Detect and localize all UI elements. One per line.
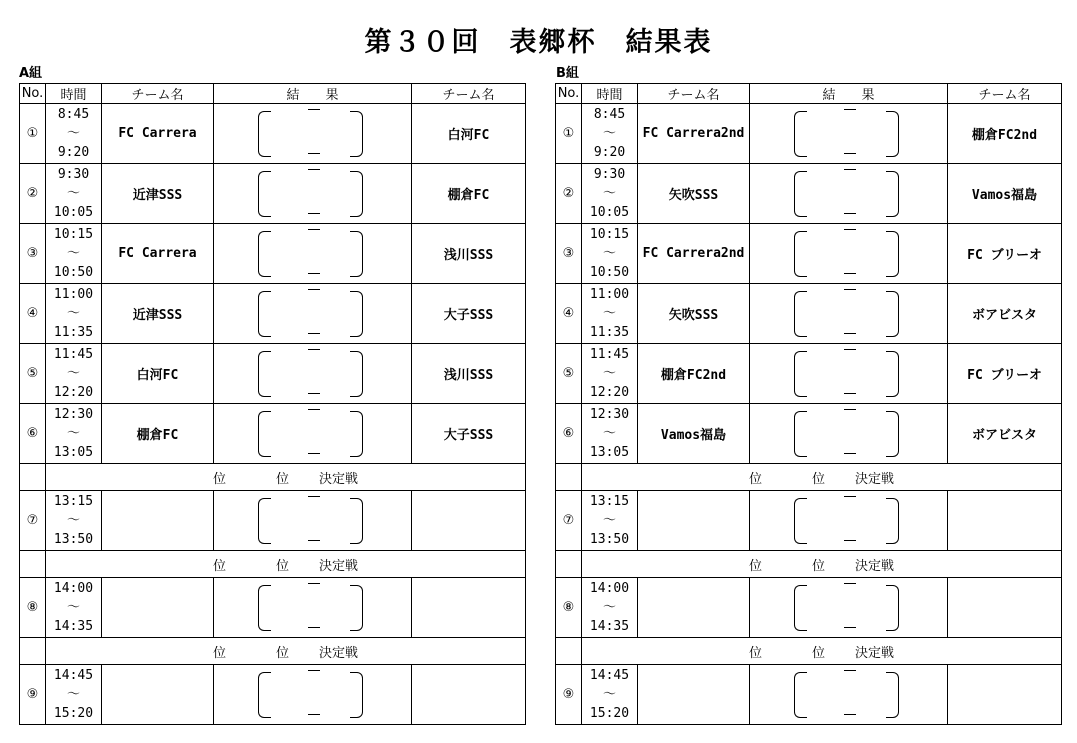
rank-label: 位 [212,645,226,661]
team1-name: 白河FC [102,344,214,404]
score-dash [308,453,320,454]
rank-label: 位 [748,471,762,487]
team2-name: ボアビスタ [948,284,1062,344]
result-cell [750,284,948,344]
score-dash [308,714,320,715]
end-time: 11:35 [589,325,630,340]
score-dash [308,409,320,410]
header-team: チーム名 [102,84,214,104]
match-time [582,404,638,464]
start-time: 12:30 [589,407,630,422]
right-bracket [886,585,899,631]
score-dash [308,153,320,154]
match-row [556,224,1062,284]
time-separator: ～ [66,687,80,702]
right-bracket [886,171,899,217]
result-cell [214,104,412,164]
start-time: 9:30 [57,167,90,182]
ranking-match-row [20,638,526,665]
score-dash [308,583,320,584]
match-number: ③ [556,224,582,284]
score-dash [308,333,320,334]
match-row [556,404,1062,464]
score-dash [844,409,856,410]
score-dash [308,540,320,541]
end-time: 15:20 [589,706,630,721]
decider-label: 決定戦 [319,471,359,487]
start-time: 11:00 [589,287,630,302]
end-time: 10:05 [53,205,94,220]
score-dash [308,349,320,350]
header-team: チーム名 [638,84,750,104]
start-time: 13:15 [589,494,630,509]
page-title: 第３０回 表郷杯 結果表 [364,27,713,58]
team2-name: 白河FC [412,104,526,164]
result-cell [750,104,948,164]
match-time [46,404,102,464]
right-bracket [886,291,899,337]
start-time: 8:45 [57,107,90,122]
match-row [20,578,526,638]
start-time: 13:15 [53,494,94,509]
start-time: 14:00 [53,581,94,596]
team2-name: 大子SSS [412,404,526,464]
right-bracket [886,411,899,457]
score-dash [844,229,856,230]
team1-name: Vamos福島 [638,404,750,464]
match-row [20,104,526,164]
score-dash [844,453,856,454]
result-cell [750,404,948,464]
start-time: 14:45 [53,668,94,683]
match-number: ② [556,164,582,224]
group-b-table [555,83,1062,725]
score-dash [308,393,320,394]
match-number: ⑦ [556,491,582,551]
final-empty [556,638,582,665]
match-row [20,284,526,344]
time-separator: ～ [66,246,80,261]
team2-name [412,491,526,551]
score-dash [844,583,856,584]
left-bracket [258,111,271,157]
right-bracket [350,585,363,631]
match-row [556,665,1062,725]
start-time: 10:15 [589,227,630,242]
header-team2: チーム名 [948,84,1062,104]
time-separator: ～ [66,186,80,201]
time-separator: ～ [66,366,80,381]
header-result: 結 果 [750,84,948,104]
ranking-match-label [46,464,526,491]
start-time: 11:45 [53,347,94,362]
score-dash [308,229,320,230]
match-row [556,491,1062,551]
result-cell [750,224,948,284]
score-dash [844,714,856,715]
match-number: ⑦ [20,491,46,551]
result-cell [214,164,412,224]
score-dash [844,540,856,541]
start-time: 8:45 [593,107,626,122]
end-time: 10:05 [589,205,630,220]
right-bracket [350,351,363,397]
match-number: ⑥ [20,404,46,464]
end-time: 11:35 [53,325,94,340]
team1-name: FC Carrera2nd [638,224,750,284]
start-time: 12:30 [53,407,94,422]
right-bracket [350,171,363,217]
final-empty [556,551,582,578]
start-time: 14:00 [589,581,630,596]
team2-name [948,665,1062,725]
rank-label: 位 [811,471,825,487]
match-number: ⑤ [20,344,46,404]
result-cell [750,491,948,551]
match-time [46,344,102,404]
match-time [582,104,638,164]
team1-name [102,665,214,725]
end-time: 13:50 [53,532,94,547]
rank-label: 位 [275,558,289,574]
left-bracket [794,351,807,397]
ranking-match-row [556,464,1062,491]
group-a-table [19,83,526,725]
team2-name: 大子SSS [412,284,526,344]
match-number: ③ [20,224,46,284]
team2-name: ボアビスタ [948,404,1062,464]
end-time: 13:05 [589,445,630,460]
decider-label: 決定戦 [855,645,895,661]
match-time [46,665,102,725]
score-dash [844,496,856,497]
result-cell [214,284,412,344]
left-bracket [258,672,271,718]
match-row [20,344,526,404]
right-bracket [350,291,363,337]
match-time [582,491,638,551]
match-number: ④ [556,284,582,344]
team1-name: 棚倉FC2nd [638,344,750,404]
team1-name: FC Carrera [102,104,214,164]
left-bracket [794,231,807,277]
team1-name [102,578,214,638]
final-empty [20,638,46,665]
right-bracket [350,411,363,457]
time-separator: ～ [66,126,80,141]
left-bracket [258,231,271,277]
end-time: 12:20 [589,385,630,400]
score-dash [844,213,856,214]
team1-name [638,491,750,551]
header-no: No. [20,84,46,104]
score-dash [844,153,856,154]
team2-name: Vamos福島 [948,164,1062,224]
time-separator: ～ [602,246,616,261]
result-cell [750,665,948,725]
right-bracket [350,231,363,277]
match-row [20,665,526,725]
final-empty [20,464,46,491]
match-number: ⑧ [20,578,46,638]
end-time: 9:20 [57,145,90,160]
header-time: 時間 [46,84,102,104]
start-time: 10:15 [53,227,94,242]
end-time: 13:50 [589,532,630,547]
result-cell [214,224,412,284]
right-bracket [350,498,363,544]
end-time: 13:05 [53,445,94,460]
match-row [20,491,526,551]
team1-name: FC Carrera [102,224,214,284]
match-time [46,224,102,284]
score-dash [308,289,320,290]
score-dash [844,349,856,350]
left-bracket [258,585,271,631]
left-bracket [794,672,807,718]
rank-label: 位 [748,558,762,574]
score-dash [844,273,856,274]
ranking-match-row [20,551,526,578]
score-dash [308,496,320,497]
match-number: ④ [20,284,46,344]
header-no: No. [556,84,582,104]
match-number: ① [20,104,46,164]
time-separator: ～ [602,513,616,528]
rank-label: 位 [275,471,289,487]
match-number: ① [556,104,582,164]
match-row [20,164,526,224]
ranking-match-label [582,464,1062,491]
score-dash [308,627,320,628]
ranking-match-label [46,551,526,578]
end-time: 12:20 [53,385,94,400]
right-bracket [886,351,899,397]
header-time: 時間 [582,84,638,104]
end-time: 10:50 [589,265,630,280]
match-number: ② [20,164,46,224]
end-time: 14:35 [53,619,94,634]
match-time [46,578,102,638]
score-dash [308,670,320,671]
right-bracket [886,498,899,544]
score-dash [844,333,856,334]
match-row [556,284,1062,344]
match-number: ⑤ [556,344,582,404]
time-separator: ～ [66,306,80,321]
group-a-label: A組 [19,66,43,81]
team1-name: 棚倉FC [102,404,214,464]
result-cell [750,164,948,224]
result-cell [214,578,412,638]
match-time [582,578,638,638]
team1-name [638,578,750,638]
end-time: 10:50 [53,265,94,280]
right-bracket [350,111,363,157]
time-separator: ～ [602,366,616,381]
group-b-label: B組 [556,66,579,81]
team1-name [102,491,214,551]
end-time: 9:20 [593,145,626,160]
match-time [46,164,102,224]
score-dash [308,169,320,170]
match-time [582,224,638,284]
match-time [582,164,638,224]
result-cell [214,665,412,725]
left-bracket [794,111,807,157]
time-separator: ～ [66,513,80,528]
team2-name: FC ブリーオ [948,224,1062,284]
time-separator: ～ [602,687,616,702]
match-number: ⑨ [20,665,46,725]
final-empty [556,464,582,491]
match-time [46,491,102,551]
right-bracket [886,111,899,157]
decider-label: 決定戦 [855,558,895,574]
score-dash [308,273,320,274]
decider-label: 決定戦 [319,645,359,661]
team1-name: 近津SSS [102,164,214,224]
score-dash [844,627,856,628]
result-cell [750,344,948,404]
rank-label: 位 [212,558,226,574]
match-time [582,284,638,344]
team1-name: 矢吹SSS [638,164,750,224]
match-time [46,104,102,164]
score-dash [844,393,856,394]
score-dash [844,169,856,170]
start-time: 14:45 [589,668,630,683]
result-cell [750,578,948,638]
start-time: 9:30 [593,167,626,182]
team2-name [412,578,526,638]
team2-name: 浅川SSS [412,344,526,404]
left-bracket [258,411,271,457]
left-bracket [794,171,807,217]
rank-label: 位 [275,645,289,661]
time-separator: ～ [602,186,616,201]
start-time: 11:45 [589,347,630,362]
decider-label: 決定戦 [319,558,359,574]
right-bracket [886,672,899,718]
match-time [582,344,638,404]
ranking-match-row [20,464,526,491]
rank-label: 位 [811,558,825,574]
rank-label: 位 [811,645,825,661]
match-time [46,284,102,344]
match-row [556,578,1062,638]
team2-name [948,491,1062,551]
header-team2: チーム名 [412,84,526,104]
time-separator: ～ [66,600,80,615]
right-bracket [886,231,899,277]
team1-name: 近津SSS [102,284,214,344]
left-bracket [794,498,807,544]
rank-label: 位 [748,645,762,661]
result-cell [214,491,412,551]
score-dash [844,109,856,110]
team1-name [638,665,750,725]
match-row [20,224,526,284]
match-number: ⑥ [556,404,582,464]
time-separator: ～ [602,426,616,441]
final-empty [20,551,46,578]
team1-name: FC Carrera2nd [638,104,750,164]
left-bracket [794,411,807,457]
time-separator: ～ [66,426,80,441]
score-dash [308,213,320,214]
team2-name: 棚倉FC [412,164,526,224]
end-time: 14:35 [589,619,630,634]
start-time: 11:00 [53,287,94,302]
ranking-match-label [582,638,1062,665]
team2-name: 棚倉FC2nd [948,104,1062,164]
match-row [556,344,1062,404]
ranking-match-label [582,551,1062,578]
ranking-match-row [556,551,1062,578]
decider-label: 決定戦 [855,471,895,487]
match-row [556,104,1062,164]
match-number: ⑨ [556,665,582,725]
team2-name [948,578,1062,638]
right-bracket [350,672,363,718]
rank-label: 位 [212,471,226,487]
score-dash [844,670,856,671]
match-number: ⑧ [556,578,582,638]
team2-name [412,665,526,725]
header-result: 結 果 [214,84,412,104]
team2-name: FC ブリーオ [948,344,1062,404]
left-bracket [258,291,271,337]
score-dash [844,289,856,290]
team2-name: 浅川SSS [412,224,526,284]
match-row [556,164,1062,224]
time-separator: ～ [602,306,616,321]
team1-name: 矢吹SSS [638,284,750,344]
score-dash [308,109,320,110]
ranking-match-label [46,638,526,665]
ranking-match-row [556,638,1062,665]
left-bracket [794,585,807,631]
time-separator: ～ [602,126,616,141]
left-bracket [258,351,271,397]
result-cell [214,344,412,404]
end-time: 15:20 [53,706,94,721]
left-bracket [258,171,271,217]
match-row [20,404,526,464]
time-separator: ～ [602,600,616,615]
match-time [582,665,638,725]
result-cell [214,404,412,464]
left-bracket [258,498,271,544]
left-bracket [794,291,807,337]
